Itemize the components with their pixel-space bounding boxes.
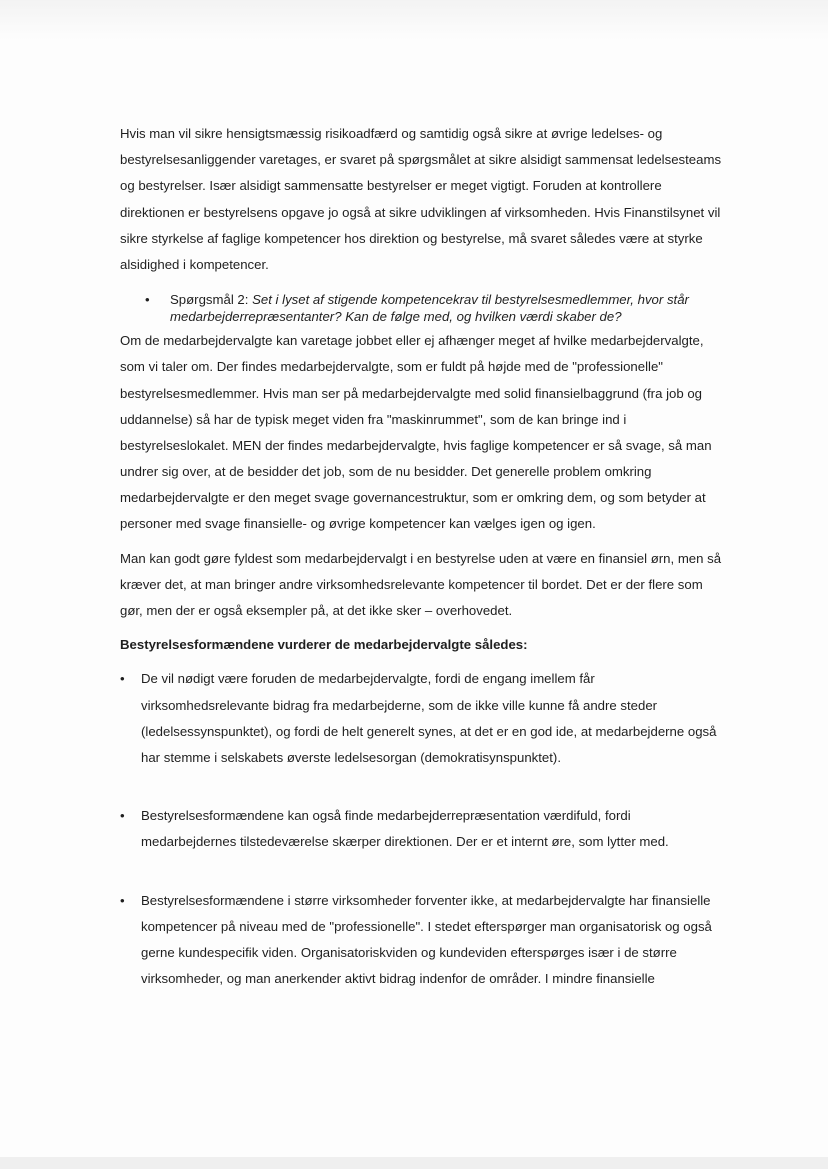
bullet-line: har stemme i selskabets øverste ledelsesorgan (demokratisynspunktet). (141, 749, 561, 765)
bullet-marker: • (145, 292, 150, 308)
text-line: kræver det, at man bringer andre virksomhedsrelevante kompetencer til bordet. Det er der flere som (120, 576, 703, 592)
paragraph-risk-behaviour (120, 121, 725, 278)
text-line: Om de medarbejdervalgte kan varetage jobbet eller ej afhænger meget af hvilke medarbejdervalgte, (120, 333, 704, 349)
text-line: Man kan godt gøre fyldest som medarbejdervalgt i en bestyrelse uden at være en finansiel ørn, men så (120, 550, 722, 566)
bullet-marker: • (120, 892, 125, 908)
text-line: og bestyrelser. Især alsidigt sammensatte bestyrelser er meget vigtigt. Foruden at kontrollere (120, 178, 662, 194)
text-line: bestyrelsesmedlemmer. Hvis man ser på medarbejdervalgte med solid finansielbaggrund (fra job og (120, 385, 703, 401)
bullet-line: (ledelsessynspunktet), og fordi de helt generelt synes, at det er en god ide, at medarbejderne også (141, 723, 717, 739)
bullet-item (120, 666, 725, 771)
text-line: direktionen er bestyrelsens opgave jo også at sikre udviklingen af virksomheden. Hvis Finanstilsynet vil (120, 204, 721, 220)
bullet-item (120, 803, 725, 855)
scan-edge-bottom (0, 1157, 828, 1169)
text-line: personer med svage finansielle- og øvrige kompetencer kan vælges igen og igen. (120, 516, 596, 532)
bullet-gap (120, 856, 725, 884)
text-line: undrer sig over, at de besidder det job, som de nu besidder. Det generelle problem omkring (120, 464, 652, 480)
scan-edge-top (0, 0, 828, 40)
bullet-line: Bestyrelsesformændene kan også finde medarbejderrepræsentation værdifuld, fordi (141, 808, 631, 824)
bullet-line: medarbejdernes tilstedeværelse skærper direktionen. Der er et internt øre, som lytter med. (141, 834, 669, 850)
text-line: medarbejdervalgte er den meget svage governancestruktur, som er omkring dem, og som betyder at (120, 490, 706, 506)
text-line: gør, men der er også eksempler på, at det ikke sker – overhovedet. (120, 603, 513, 618)
bullet-line: kompetencer på niveau med de "professionelle". I stedet efterspørger man organisatorisk og også (141, 918, 712, 934)
bullet-marker: • (120, 808, 125, 824)
question-2 (120, 291, 725, 325)
section-heading: Bestyrelsesformændene vurderer de medarbejdervalgte således: (120, 637, 528, 653)
question-text-2: medarbejderrepræsentanter? Kan de følge med, og hvilken værdi skaber de? (170, 309, 622, 325)
bullet-marker: • (120, 671, 125, 687)
text-line: alsidighed i kompetencer. (120, 256, 269, 272)
text-line: Hvis man vil sikre hensigtsmæssig risikoadfærd og samtidig også sikre at øvrige ledelses- og (120, 126, 663, 141)
question-text-1: Set i lyset af stigende kompetencekrav til bestyrelsesmedlemmer, hvor står (252, 292, 689, 308)
text-line: bestyrelseslokalet. MEN der findes medarbejdervalgte, hvis faglige kompetencer er så svage, så man (120, 437, 712, 453)
bullet-gap (120, 771, 725, 799)
text-line: bestyrelsesanliggender varetages, er svaret på spørgsmålet at sikre alsidigt sammensat ledelsesteams (120, 152, 722, 168)
text-line: uddannelse) så har de typisk meget viden fra "maskinrummet", som de kan bringe ind i (120, 411, 627, 427)
question-prefix: Spørgsmål 2: (170, 292, 253, 308)
bullet-line: gerne kundespecifik viden. Organisatoriskviden og kundeviden efterspørges især i de større (141, 944, 677, 960)
question-line-1 (170, 291, 725, 308)
paragraph-gap (120, 538, 725, 546)
paragraph-financial-eagle (120, 546, 725, 625)
text-line: sikre styrkelse af faglige kompetencer hos direktion og bestyrelse, må svaret således være at styrke (120, 230, 703, 246)
bullet-item (120, 888, 725, 993)
text-line: som vi taler om. Der findes medarbejdervalgte, som er fuldt på højde med de "professionelle" (120, 359, 663, 375)
bullet-line: virksomhedsrelevante bidrag fra medarbejderne, som de ikke ville kunne få andre steder (141, 697, 658, 713)
bullet-line: virksomheder, og man anerkender aktivt bidrag indenfor de områder. I mindre finansielle (141, 971, 655, 987)
bullet-line: De vil nødigt være foruden de medarbejdervalgte, fordi de engang imellem får (141, 671, 595, 687)
document-body (120, 121, 725, 992)
paragraph-employee-elected (120, 328, 725, 538)
bullet-line: Bestyrelsesformændene i større virksomheder forventer ikke, at medarbejdervalgte har finansielle (141, 892, 711, 908)
